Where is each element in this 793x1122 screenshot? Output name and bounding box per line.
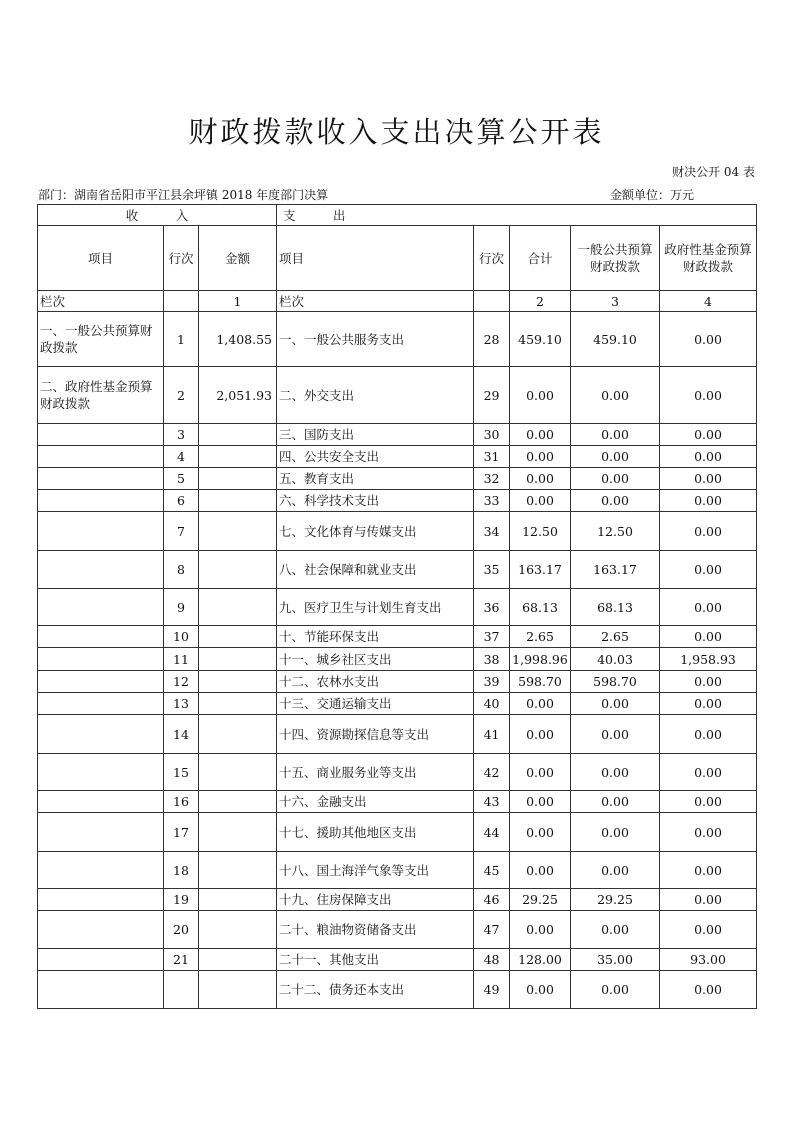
table-row: [38, 446, 757, 468]
table-row: [38, 468, 757, 490]
fund-budget-amount: 0.00: [660, 468, 757, 490]
column-index-income-amount: 1: [199, 291, 277, 312]
fund-budget-amount: 0.00: [660, 424, 757, 446]
table-row: [38, 626, 757, 648]
income-row-no: 14: [164, 715, 199, 754]
header-expense-item: 项目: [277, 226, 474, 291]
expense-item: 十一、城乡社区支出: [277, 648, 474, 671]
expense-item: 五、教育支出: [277, 468, 474, 490]
total-amount: 0.00: [510, 754, 571, 791]
income-row-no: 7: [164, 512, 199, 551]
expense-item: 二十、粮油物资储备支出: [277, 911, 474, 949]
expense-item: 十七、援助其他地区支出: [277, 813, 474, 852]
table-row: [38, 971, 757, 1009]
column-index-label-right: 栏次: [277, 291, 474, 312]
expense-item: 十九、住房保障支出: [277, 889, 474, 911]
table-row: [38, 424, 757, 446]
expense-item: 八、社会保障和就业支出: [277, 551, 474, 589]
income-item: 二、政府性基金预算财政拨款: [38, 367, 164, 424]
income-item: [38, 512, 164, 551]
table-row: [38, 911, 757, 949]
expense-row-no: 34: [474, 512, 510, 551]
fund-budget-amount: 0.00: [660, 671, 757, 693]
header-income-row-no: 行次: [164, 226, 199, 291]
fund-budget-amount: 0.00: [660, 754, 757, 791]
column-index-empty: [474, 291, 510, 312]
column-index-row: [38, 291, 757, 312]
fund-budget-amount: 0.00: [660, 911, 757, 949]
income-row-no: 9: [164, 589, 199, 626]
general-budget-amount: 0.00: [571, 791, 660, 813]
expense-row-no: 33: [474, 490, 510, 512]
section-row: [38, 205, 757, 226]
general-budget-amount: 0.00: [571, 446, 660, 468]
table-row: [38, 367, 757, 424]
income-row-no: 18: [164, 852, 199, 889]
column-index-label-left: 栏次: [38, 291, 164, 312]
expense-row-no: 37: [474, 626, 510, 648]
expense-section-header: 支 出: [277, 205, 757, 226]
column-header-row: [38, 226, 757, 291]
general-budget-amount: 0.00: [571, 813, 660, 852]
expense-row-no: 32: [474, 468, 510, 490]
fund-budget-amount: 0.00: [660, 589, 757, 626]
fund-budget-amount: 1,958.93: [660, 648, 757, 671]
amount-unit-label: 金额单位：万元: [610, 188, 695, 202]
total-amount: 0.00: [510, 424, 571, 446]
table-row: [38, 889, 757, 911]
income-row-no: 4: [164, 446, 199, 468]
header-general-budget: 一般公共预算财政拨款: [571, 226, 660, 291]
table-row: [38, 949, 757, 971]
income-row-no: 11: [164, 648, 199, 671]
general-budget-amount: 12.50: [571, 512, 660, 551]
expense-item: 四、公共安全支出: [277, 446, 474, 468]
expense-row-no: 42: [474, 754, 510, 791]
table-row: [38, 490, 757, 512]
fund-budget-amount: 0.00: [660, 312, 757, 367]
income-amount: [199, 813, 277, 852]
income-amount: [199, 512, 277, 551]
income-item: [38, 754, 164, 791]
expense-row-no: 48: [474, 949, 510, 971]
fund-budget-amount: 0.00: [660, 367, 757, 424]
total-amount: 12.50: [510, 512, 571, 551]
department-label: 部门：湖南省岳阳市平江县余坪镇 2018 年度部门决算: [38, 188, 329, 202]
total-amount: 0.00: [510, 791, 571, 813]
expense-item: 九、医疗卫生与计划生育支出: [277, 589, 474, 626]
general-budget-amount: 0.00: [571, 852, 660, 889]
income-item: [38, 671, 164, 693]
column-index-empty: [164, 291, 199, 312]
income-row-no: 15: [164, 754, 199, 791]
total-amount: 0.00: [510, 971, 571, 1009]
general-budget-amount: 598.70: [571, 671, 660, 693]
header-income-item: 项目: [38, 226, 164, 291]
column-index-total: 2: [510, 291, 571, 312]
income-item: [38, 626, 164, 648]
expense-item: 三、国防支出: [277, 424, 474, 446]
general-budget-amount: 2.65: [571, 626, 660, 648]
income-amount: [199, 715, 277, 754]
fund-budget-amount: 0.00: [660, 791, 757, 813]
general-budget-amount: 29.25: [571, 889, 660, 911]
header-income-amount: 金额: [199, 226, 277, 291]
fund-budget-amount: 0.00: [660, 715, 757, 754]
income-item: [38, 424, 164, 446]
income-item: [38, 813, 164, 852]
income-amount: [199, 648, 277, 671]
total-amount: 68.13: [510, 589, 571, 626]
income-amount: 2,051.93: [199, 367, 277, 424]
total-amount: 0.00: [510, 367, 571, 424]
column-index-fund: 4: [660, 291, 757, 312]
income-item: [38, 949, 164, 971]
total-amount: 0.00: [510, 911, 571, 949]
income-row-no: 3: [164, 424, 199, 446]
expense-row-no: 46: [474, 889, 510, 911]
expense-item: 二十二、债务还本支出: [277, 971, 474, 1009]
expense-row-no: 28: [474, 312, 510, 367]
income-row-no: 16: [164, 791, 199, 813]
general-budget-amount: 0.00: [571, 754, 660, 791]
income-row-no: [164, 971, 199, 1009]
fund-budget-amount: 0.00: [660, 813, 757, 852]
table-row: [38, 551, 757, 589]
fund-budget-amount: 93.00: [660, 949, 757, 971]
general-budget-amount: 68.13: [571, 589, 660, 626]
total-amount: 0.00: [510, 715, 571, 754]
income-amount: [199, 889, 277, 911]
income-amount: [199, 446, 277, 468]
fund-budget-amount: 0.00: [660, 693, 757, 715]
table-row: [38, 791, 757, 813]
expense-row-no: 45: [474, 852, 510, 889]
general-budget-amount: 0.00: [571, 911, 660, 949]
general-budget-amount: 0.00: [571, 715, 660, 754]
total-amount: 0.00: [510, 693, 571, 715]
expense-row-no: 29: [474, 367, 510, 424]
general-budget-amount: 35.00: [571, 949, 660, 971]
income-amount: [199, 490, 277, 512]
fund-budget-amount: 0.00: [660, 626, 757, 648]
income-item: [38, 911, 164, 949]
fund-budget-amount: 0.00: [660, 889, 757, 911]
total-amount: 29.25: [510, 889, 571, 911]
income-item: [38, 852, 164, 889]
income-row-no: 5: [164, 468, 199, 490]
expense-item: 十五、商业服务业等支出: [277, 754, 474, 791]
income-item: [38, 889, 164, 911]
page-title: 财政拨款收入支出决算公开表: [188, 115, 605, 149]
total-amount: 0.00: [510, 468, 571, 490]
table-row: [38, 512, 757, 551]
income-amount: [199, 754, 277, 791]
fund-budget-amount: 0.00: [660, 446, 757, 468]
table-row: [38, 715, 757, 754]
table-row: [38, 671, 757, 693]
column-index-general: 3: [571, 291, 660, 312]
expense-row-no: 35: [474, 551, 510, 589]
income-row-no: 21: [164, 949, 199, 971]
income-row-no: 12: [164, 671, 199, 693]
expense-row-no: 49: [474, 971, 510, 1009]
income-amount: [199, 589, 277, 626]
general-budget-amount: 0.00: [571, 971, 660, 1009]
expense-item: 十、节能环保支出: [277, 626, 474, 648]
total-amount: 0.00: [510, 446, 571, 468]
income-amount: [199, 693, 277, 715]
expense-row-no: 30: [474, 424, 510, 446]
general-budget-amount: 0.00: [571, 367, 660, 424]
income-item: [38, 648, 164, 671]
expense-item: 二十一、其他支出: [277, 949, 474, 971]
expense-row-no: 36: [474, 589, 510, 626]
expense-row-no: 38: [474, 648, 510, 671]
income-item: [38, 490, 164, 512]
expense-item: 七、文化体育与传媒支出: [277, 512, 474, 551]
income-row-no: 8: [164, 551, 199, 589]
table-row: [38, 312, 757, 367]
expense-row-no: 43: [474, 791, 510, 813]
table-row: [38, 852, 757, 889]
fund-budget-amount: 0.00: [660, 551, 757, 589]
income-item: [38, 589, 164, 626]
income-item: [38, 715, 164, 754]
form-number: 财决公开 04 表: [672, 165, 755, 179]
expense-item: 六、科学技术支出: [277, 490, 474, 512]
income-item: [38, 551, 164, 589]
total-amount: 598.70: [510, 671, 571, 693]
income-amount: [199, 971, 277, 1009]
general-budget-amount: 459.10: [571, 312, 660, 367]
total-amount: 2.65: [510, 626, 571, 648]
income-item: [38, 971, 164, 1009]
income-amount: 1,408.55: [199, 312, 277, 367]
expense-item: 十二、农林水支出: [277, 671, 474, 693]
expense-item: 一、一般公共服务支出: [277, 312, 474, 367]
total-amount: 128.00: [510, 949, 571, 971]
income-item: [38, 693, 164, 715]
income-row-no: 20: [164, 911, 199, 949]
income-row-no: 10: [164, 626, 199, 648]
fund-budget-amount: 0.00: [660, 512, 757, 551]
expense-row-no: 41: [474, 715, 510, 754]
expense-row-no: 39: [474, 671, 510, 693]
income-item: [38, 446, 164, 468]
general-budget-amount: 0.00: [571, 424, 660, 446]
total-amount: 0.00: [510, 490, 571, 512]
table-row: [38, 813, 757, 852]
income-amount: [199, 911, 277, 949]
header-total: 合计: [510, 226, 571, 291]
table-row: [38, 693, 757, 715]
income-amount: [199, 468, 277, 490]
table-row: [38, 648, 757, 671]
expense-row-no: 44: [474, 813, 510, 852]
expense-item: 十四、资源勘探信息等支出: [277, 715, 474, 754]
general-budget-amount: 163.17: [571, 551, 660, 589]
income-amount: [199, 791, 277, 813]
income-row-no: 13: [164, 693, 199, 715]
general-budget-amount: 0.00: [571, 468, 660, 490]
income-row-no: 17: [164, 813, 199, 852]
income-item: 一、一般公共预算财政拨款: [38, 312, 164, 367]
fund-budget-amount: 0.00: [660, 490, 757, 512]
income-row-no: 1: [164, 312, 199, 367]
expense-row-no: 31: [474, 446, 510, 468]
total-amount: 0.00: [510, 813, 571, 852]
expense-item: 十六、金融支出: [277, 791, 474, 813]
general-budget-amount: 0.00: [571, 490, 660, 512]
expense-item: 二、外交支出: [277, 367, 474, 424]
general-budget-amount: 40.03: [571, 648, 660, 671]
total-amount: 1,998.96: [510, 648, 571, 671]
general-budget-amount: 0.00: [571, 693, 660, 715]
income-amount: [199, 949, 277, 971]
income-amount: [199, 424, 277, 446]
income-row-no: 6: [164, 490, 199, 512]
expense-item: 十八、国土海洋气象等支出: [277, 852, 474, 889]
income-amount: [199, 852, 277, 889]
income-amount: [199, 551, 277, 589]
appropriation-table: [37, 204, 757, 1009]
income-amount: [199, 626, 277, 648]
income-row-no: 19: [164, 889, 199, 911]
expense-row-no: 40: [474, 693, 510, 715]
income-row-no: 2: [164, 367, 199, 424]
header-fund-budget: 政府性基金预算财政拨款: [660, 226, 757, 291]
header-expense-row-no: 行次: [474, 226, 510, 291]
fund-budget-amount: 0.00: [660, 971, 757, 1009]
income-item: [38, 791, 164, 813]
expense-item: 十三、交通运输支出: [277, 693, 474, 715]
table-row: [38, 589, 757, 626]
income-amount: [199, 671, 277, 693]
total-amount: 459.10: [510, 312, 571, 367]
income-item: [38, 468, 164, 490]
expense-row-no: 47: [474, 911, 510, 949]
table-row: [38, 754, 757, 791]
total-amount: 0.00: [510, 852, 571, 889]
fund-budget-amount: 0.00: [660, 852, 757, 889]
total-amount: 163.17: [510, 551, 571, 589]
income-section-header: 收 入: [38, 205, 277, 226]
